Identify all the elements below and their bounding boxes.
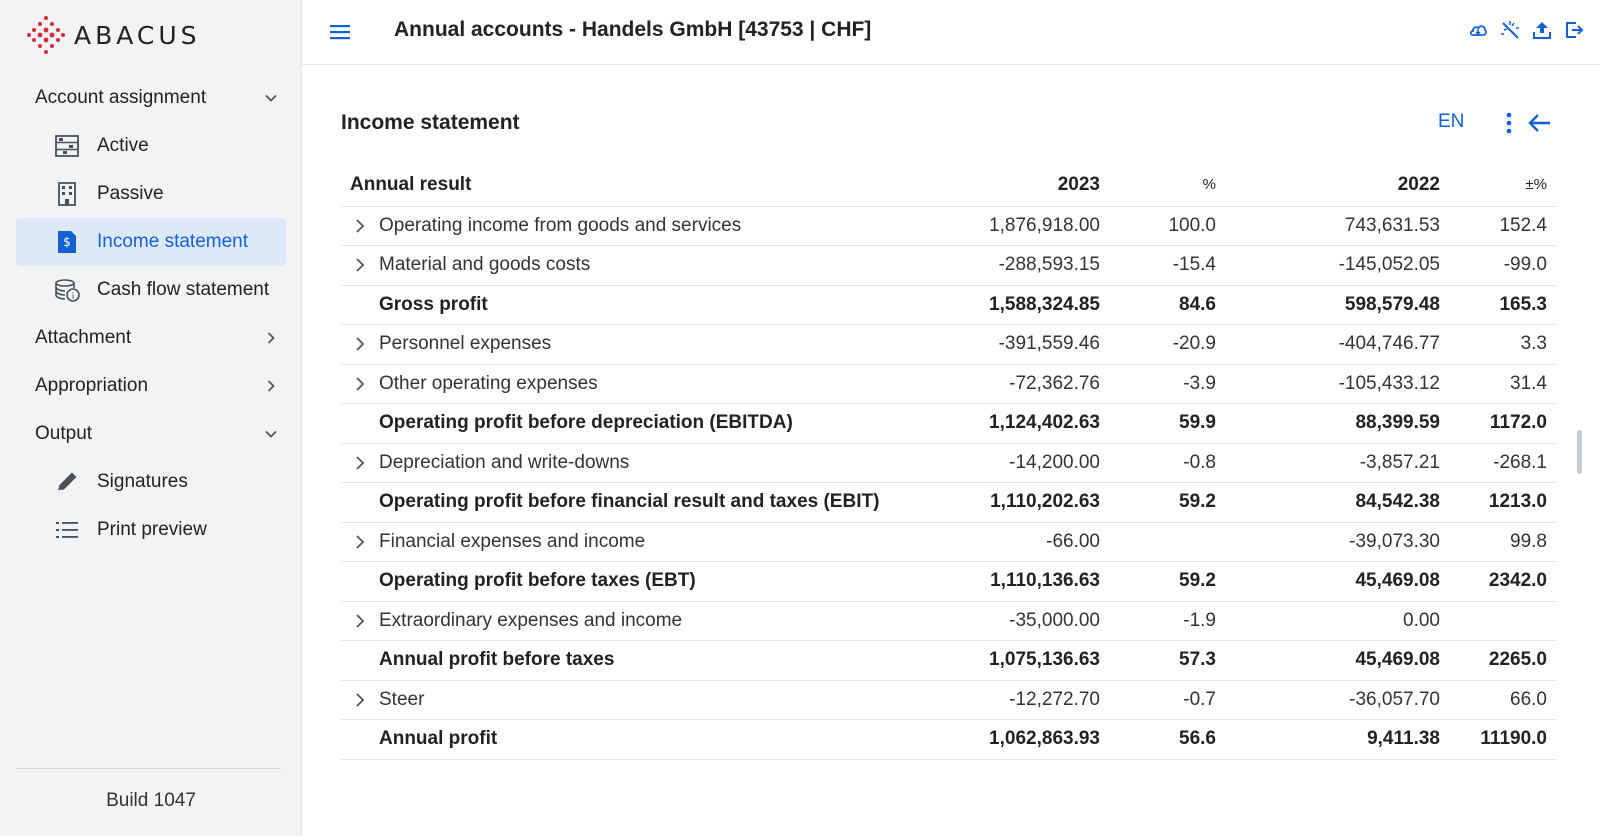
sidebar-item-active[interactable] (16, 122, 286, 170)
change-percent: -99.0 (1440, 246, 1556, 286)
sidebar-divider (16, 768, 281, 769)
table-row (341, 285, 1556, 325)
column-header-2023[interactable]: 2023 (954, 164, 1100, 206)
sidebar (0, 0, 302, 836)
table-row[interactable] (341, 601, 1556, 641)
change-percent: 152.4 (1440, 206, 1556, 246)
change-percent: 1213.0 (1440, 483, 1556, 523)
change-percent: 31.4 (1440, 364, 1556, 404)
svg-text:i: i (71, 292, 75, 302)
more-options-icon[interactable] (1502, 110, 1516, 136)
sidebar-nav (0, 74, 302, 554)
invoice-icon (54, 229, 80, 255)
expand-toggle[interactable] (341, 246, 379, 286)
table-row[interactable] (341, 522, 1556, 562)
expand-toggle[interactable] (341, 443, 379, 483)
section-label: Attachment (35, 327, 132, 348)
chevron-right-icon (264, 331, 278, 345)
row-label: Operating income from goods and services (379, 206, 954, 246)
logout-icon[interactable] (1564, 19, 1584, 41)
change-percent: 11190.0 (1440, 720, 1556, 760)
chevron-right-icon (264, 379, 278, 393)
value-2022: -39,073.30 (1216, 522, 1440, 562)
expand-toggle[interactable] (341, 364, 379, 404)
chevron-right-icon[interactable] (354, 376, 366, 392)
expand-toggle (341, 404, 379, 444)
expand-toggle[interactable] (341, 325, 379, 365)
table-row[interactable] (341, 246, 1556, 286)
abacus-logo[interactable] (26, 16, 201, 54)
sidebar-item-label: Signatures (97, 471, 188, 492)
brand-name: ABACUS (74, 20, 201, 50)
column-header-percent[interactable]: % (1100, 164, 1216, 206)
sidebar-item-signatures[interactable] (16, 458, 286, 506)
expand-toggle[interactable] (341, 522, 379, 562)
row-label: Material and goods costs (379, 246, 954, 286)
cloud-sync-icon[interactable] (1468, 19, 1488, 41)
pen-icon (54, 469, 80, 495)
row-label: Extraordinary expenses and income (379, 601, 954, 641)
percent-2023: 56.6 (1100, 720, 1216, 760)
abacus-logo-icon (26, 15, 66, 55)
column-header-label[interactable]: Annual result (341, 164, 954, 206)
expand-toggle[interactable] (341, 206, 379, 246)
change-percent: -268.1 (1440, 443, 1556, 483)
value-2022: 88,399.59 (1216, 404, 1440, 444)
section-label: Account assignment (35, 87, 207, 108)
row-label: Gross profit (379, 285, 954, 325)
sidebar-section-output[interactable] (0, 410, 302, 458)
value-2023: -288,593.15 (954, 246, 1100, 286)
change-percent: 2265.0 (1440, 641, 1556, 681)
table-header-row (341, 164, 1556, 206)
value-2023: 1,876,918.00 (954, 206, 1100, 246)
chevron-right-icon[interactable] (354, 613, 366, 629)
row-label: Steer (379, 680, 954, 720)
row-label: Financial expenses and income (379, 522, 954, 562)
table-row (341, 483, 1556, 523)
value-2022: 84,542.38 (1216, 483, 1440, 523)
value-2022: -3,857.21 (1216, 443, 1440, 483)
section-label: Output (35, 423, 93, 444)
percent-2023: -20.9 (1100, 325, 1216, 365)
top-header (302, 0, 1600, 65)
percent-2023: -1.9 (1100, 601, 1216, 641)
arrow-left-icon[interactable] (1528, 112, 1552, 134)
percent-2023: -0.8 (1100, 443, 1216, 483)
value-2022: -145,052.05 (1216, 246, 1440, 286)
sidebar-item-income-statement[interactable] (16, 218, 286, 266)
percent-2023: 59.2 (1100, 562, 1216, 602)
value-2023: 1,110,136.63 (954, 562, 1100, 602)
value-2022: 9,411.38 (1216, 720, 1440, 760)
value-2023: 1,588,324.85 (954, 285, 1100, 325)
percent-2023: -3.9 (1100, 364, 1216, 404)
percent-2023: 59.9 (1100, 404, 1216, 444)
table-row[interactable] (341, 364, 1556, 404)
change-percent: 1172.0 (1440, 404, 1556, 444)
magic-wand-icon[interactable] (1500, 19, 1520, 41)
row-label: Annual profit before taxes (379, 641, 954, 681)
sidebar-item-cash-flow-statement[interactable] (16, 266, 286, 314)
sidebar-item-label: Income statement (97, 231, 249, 252)
expand-toggle (341, 720, 379, 760)
column-header-change-percent[interactable]: ±% (1440, 164, 1556, 206)
row-label: Other operating expenses (379, 364, 954, 404)
percent-2023 (1100, 522, 1216, 562)
row-label: Personnel expenses (379, 325, 954, 365)
building-icon (54, 181, 80, 207)
sidebar-item-print-preview[interactable] (16, 506, 286, 554)
expand-toggle[interactable] (341, 601, 379, 641)
value-2023: 1,110,202.63 (954, 483, 1100, 523)
chevron-right-icon[interactable] (354, 257, 366, 273)
value-2022: -36,057.70 (1216, 680, 1440, 720)
table-row (341, 562, 1556, 602)
svg-text:$: $ (63, 235, 71, 249)
list-icon (54, 517, 80, 543)
change-percent: 165.3 (1440, 285, 1556, 325)
column-header-2022[interactable]: 2022 (1216, 164, 1440, 206)
hamburger-menu-icon[interactable] (328, 20, 352, 44)
table-row (341, 641, 1556, 681)
value-2023: -14,200.00 (954, 443, 1100, 483)
sidebar-item-label: Passive (97, 183, 164, 204)
value-2022: -105,433.12 (1216, 364, 1440, 404)
expand-toggle (341, 641, 379, 681)
income-statement-table (341, 164, 1556, 760)
value-2022: 743,631.53 (1216, 206, 1440, 246)
chevron-right-icon[interactable] (354, 336, 366, 352)
expand-toggle (341, 285, 379, 325)
language-selector[interactable]: EN (1438, 111, 1465, 132)
expand-toggle[interactable] (341, 680, 379, 720)
change-percent: 2342.0 (1440, 562, 1556, 602)
chevron-right-icon[interactable] (354, 692, 366, 708)
section-label: Appropriation (35, 375, 149, 396)
value-2022: 0.00 (1216, 601, 1440, 641)
chevron-down-icon (264, 91, 278, 105)
value-2023: -35,000.00 (954, 601, 1100, 641)
table-row[interactable] (341, 443, 1556, 483)
percent-2023: 59.2 (1100, 483, 1216, 523)
chevron-down-icon (264, 427, 278, 441)
expand-toggle (341, 562, 379, 602)
value-2023: -12,272.70 (954, 680, 1100, 720)
main-content (302, 66, 1600, 836)
percent-2023: 84.6 (1100, 285, 1216, 325)
row-label: Operating profit before depreciation (EBITDA) (379, 404, 954, 444)
row-label: Operating profit before financial result and taxes (EBIT) (379, 483, 954, 523)
change-percent: 99.8 (1440, 522, 1556, 562)
build-number: Build 1047 (106, 790, 196, 811)
percent-2023: 100.0 (1100, 206, 1216, 246)
page-title: Annual accounts - Handels GmbH [43753 | CHF] (394, 18, 872, 41)
chevron-right-icon[interactable] (354, 455, 366, 471)
row-label: Depreciation and write-downs (379, 443, 954, 483)
table-row[interactable] (341, 680, 1556, 720)
upload-icon[interactable] (1532, 19, 1552, 41)
table-row (341, 404, 1556, 444)
sidebar-item-label: Cash flow statement (97, 279, 270, 300)
value-2022: 598,579.48 (1216, 285, 1440, 325)
value-2023: -391,559.46 (954, 325, 1100, 365)
expand-toggle (341, 483, 379, 523)
value-2022: 45,469.08 (1216, 562, 1440, 602)
percent-2023: -15.4 (1100, 246, 1216, 286)
value-2023: -72,362.76 (954, 364, 1100, 404)
value-2023: 1,075,136.63 (954, 641, 1100, 681)
percent-2023: 57.3 (1100, 641, 1216, 681)
header-actions (1468, 19, 1584, 41)
sidebar-section-appropriation[interactable] (0, 362, 302, 410)
percent-2023: -0.7 (1100, 680, 1216, 720)
chevron-right-icon[interactable] (354, 534, 366, 550)
sidebar-item-passive[interactable] (16, 170, 286, 218)
change-percent: 66.0 (1440, 680, 1556, 720)
table-row[interactable] (341, 325, 1556, 365)
scrollbar-thumb[interactable] (1577, 430, 1582, 474)
table-row[interactable] (341, 206, 1556, 246)
value-2023: -66.00 (954, 522, 1100, 562)
row-label: Operating profit before taxes (EBT) (379, 562, 954, 602)
value-2022: -404,746.77 (1216, 325, 1440, 365)
value-2023: 1,062,863.93 (954, 720, 1100, 760)
row-label: Annual profit (379, 720, 954, 760)
coins-icon (54, 277, 80, 303)
table-row (341, 720, 1556, 760)
change-percent (1440, 601, 1556, 641)
sidebar-item-label: Active (97, 135, 149, 156)
sidebar-section-account-assignment[interactable] (0, 74, 302, 122)
sidebar-item-label: Print preview (97, 519, 207, 540)
change-percent: 3.3 (1440, 325, 1556, 365)
value-2023: 1,124,402.63 (954, 404, 1100, 444)
chevron-right-icon[interactable] (354, 218, 366, 234)
section-title: Income statement (341, 111, 520, 134)
abacus-icon (54, 133, 80, 159)
sidebar-section-attachment[interactable] (0, 314, 302, 362)
value-2022: 45,469.08 (1216, 641, 1440, 681)
